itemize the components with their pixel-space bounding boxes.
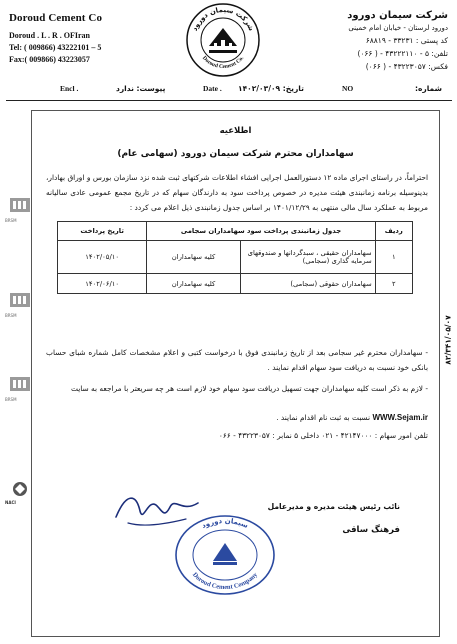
logo-text-fa: شرکت سیمان دورود	[190, 5, 256, 33]
notice-title: اطلاعیه	[219, 126, 252, 136]
table-row	[58, 241, 413, 274]
header-english	[9, 12, 159, 64]
column-header-row-number: ردیف	[375, 222, 412, 241]
naci-label: NACI	[5, 500, 16, 505]
company-postal-fa: کد پستی : ۳۳۲۳۱ - ۶۸۸۱۹	[365, 36, 448, 45]
header-divider	[6, 100, 452, 101]
brsm-certification-icon	[9, 374, 31, 396]
brsm-label-2: BRSM	[5, 313, 17, 318]
row-number: ۱	[375, 241, 412, 274]
company-tel-fa: تلفن: ۵ - ۴۳۲۲۲۱۱۰ - ( ۰۶۶)	[357, 49, 448, 58]
company-address-en: Doroud . L . R . OFIran	[9, 31, 90, 40]
date-label-en: Date .	[203, 84, 222, 93]
attachment-field: پیوست: ندارد	[116, 84, 166, 93]
company-seal-stamp	[173, 513, 277, 597]
shareholder-scope: کلیه سهامداران	[147, 241, 240, 274]
column-header-schedule: جدول زمانبندی پرداخت سود سهامداران سجامی	[147, 222, 375, 241]
signatory-name: فرهنگ ساقی	[342, 525, 400, 535]
side-reference-code: ۸۲/۳۴۱/۰۵/۰۷	[443, 314, 453, 365]
stamp-text-fa: سیمان دورود	[200, 516, 250, 531]
stamp-text-en: Doroud Cement Company	[190, 571, 259, 592]
column-header-payment-date: تاریخ پرداخت	[58, 222, 147, 241]
company-logo	[185, 2, 261, 78]
shareholder-scope: کلیه سهامداران	[147, 274, 240, 294]
logo-text-en: Doroud Cement Co.	[200, 55, 246, 71]
shareholder-type: سهامداران حقیقی ، سبدگردانها و صندوقهای سرمایه گذاری (سجامی)	[240, 241, 375, 274]
website-line	[46, 413, 428, 422]
row-number: ۲	[375, 274, 412, 294]
brsm-certification-icon	[9, 195, 31, 217]
sejam-website-link[interactable]: WWW.Sejam.ir	[372, 413, 428, 422]
table-row	[58, 274, 413, 294]
notice-paragraph-3: - لازم به ذکر است کلیه سهامداران جهت تسهیل دریافت سود سهام خود لازم است هر چه سریعتر با مراجعه به سایت	[70, 384, 428, 393]
shareholder-type: سهامداران حقوقی (سجامی)	[240, 274, 375, 294]
signatory-title: نائب رئیس هیئت مدیره و مدیرعامل	[267, 502, 400, 511]
company-name-fa: شرکت سیمان دورود	[347, 10, 448, 21]
naci-certification-icon	[9, 480, 31, 502]
company-address-fa: دورود لرستان - خیابان امام خمینی	[348, 24, 448, 32]
notice-paragraph-2: - سهامداران محترم غیر سجامی بعد از تاریخ زمانبندی فوق با درخواست کتبی و اعلام مشخصات کامل شماره شبای حساب بانکی خود نسبت به دریافت سود سهام اقدام نمایند .	[46, 348, 428, 372]
number-label-fa: شماره:	[415, 84, 442, 93]
brsm-certification-icon	[9, 290, 31, 312]
shareholder-contact-line: تلفن امور سهام : ۴۲۱۴۷۰۰۰ - ۰۲۱ داخلی ۵ نمابر : ۴۳۲۲۳۰۵۷ - ۰۶۶	[218, 431, 428, 440]
dividend-schedule-table	[57, 221, 413, 294]
payment-date: ۱۴۰۲/۰۵/۱۰	[58, 241, 147, 274]
table-header-row	[58, 222, 413, 241]
header-persian	[268, 10, 448, 71]
date-field: تاریخ: ۱۴۰۲/۰۳/۰۹	[238, 84, 304, 93]
encl-label: Encl .	[60, 84, 79, 93]
company-name-en: Doroud Cement Co	[9, 12, 103, 24]
number-label-en: NO	[342, 84, 354, 93]
letter-meta-row	[0, 84, 457, 98]
brsm-label-1: BRSM	[5, 218, 17, 223]
company-fax-en: Fax:( 009866) 43223057	[9, 55, 90, 64]
company-fax-fa: فکس: ۴۳۲۲۳۰۵۷ - ( ۰۶۶)	[365, 62, 448, 71]
website-instruction: نسبت به ثبت نام اقدام نمایند .	[276, 413, 371, 422]
company-tel-en: Tel: ( 009866) 43222101 – 5	[9, 43, 102, 52]
notice-paragraph-1: احتراماً، در راستای اجرای ماده ۱۲ دستورالعمل اجرایی افشاء اطلاعات شرکتهای ثبت شده نزد سازمان بورس و اوراق بهادار، بدینوسیله برنامه زمانبندی هیئت مدیره در خصوص پرداخت سود به دارندگان سهام که در تاریخ مجمع عمومی عادی سالیانه مربوط به عملکرد سال مالی منتهی به ۱۴۰۱/۱۲/۲۹ بر اساس جدول زمانبندی ذیل اعلام می کردد :	[46, 173, 428, 212]
payment-date: ۱۴۰۲/۰۶/۱۰	[58, 274, 147, 294]
svg-text:Doroud Cement Company	[191, 571, 260, 591]
brsm-label-3: BRSM	[5, 397, 17, 402]
notice-addressee: سهامداران محترم شرکت سیمان دورود (سهامی عام)	[117, 149, 354, 159]
